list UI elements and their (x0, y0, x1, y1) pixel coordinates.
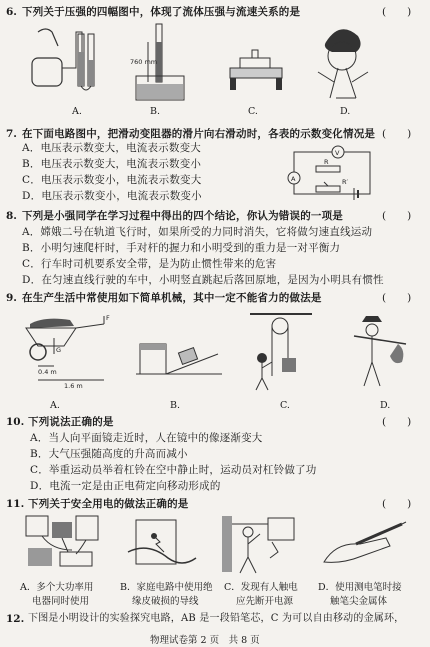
q7-circuit-diagram (280, 142, 390, 202)
q12-stem: 下图是小明设计的实验探究电路，AB 是一段铅笔芯，C 为可以自由移动的金属环， (28, 613, 405, 624)
q9-fig-a-distance-2: 1.6 m (64, 382, 83, 390)
q8-option-a: A．嫦娥二号在轨道飞行时，如果所受的力同时消失，它将做匀速直线运动 (22, 226, 373, 238)
q9-label-d: D. (380, 400, 391, 411)
q8-number: 8. (6, 210, 17, 222)
q7-rheostat-label: R′ (342, 178, 348, 186)
q10-option-a: A．当人向平面镜走近时，人在镜中的像逐渐变大 (30, 432, 263, 444)
q11-caption-d-line1: D．使用测电笔时接 (318, 582, 402, 593)
q9-fig-a-distance-1: 0.4 m (38, 368, 57, 376)
q6-label-a: A. (72, 106, 82, 117)
q8-answer-paren: ( ) (382, 210, 412, 222)
q9-figure-a-wheelbarrow (20, 314, 116, 392)
q6-figure-a (28, 22, 108, 102)
q6-figure-b (128, 22, 188, 104)
q7-resistor-label: R (324, 158, 329, 166)
page-footer: 物理试卷第 2 页 共 8 页 (150, 635, 260, 646)
q11-figure-b-damaged-wire (118, 512, 198, 578)
q9-fig-a-force-label: F (106, 314, 110, 322)
q7-option-a: A．电压表示数变大，电流表示数变大 (22, 142, 201, 154)
q8-stem: 下列是小强同学在学习过程中得出的四个结论，你认为错误的一项是 (22, 210, 343, 222)
q11-caption-a-line2: 电器同时使用 (32, 596, 90, 607)
q6-label-c: C. (248, 106, 258, 117)
q7-answer-paren: ( ) (382, 128, 412, 140)
q8-option-c: C．行车时司机要系安全带，是为防止惯性带来的危害 (22, 258, 277, 270)
q8-option-b: B．小明匀速爬杆时，手对杆的握力和小明受到的重力是一对平衡力 (22, 242, 341, 254)
q11-figure-a-appliances (22, 512, 104, 578)
q9-figure-b-ramp (136, 316, 222, 386)
q11-figure-c-electric-shock (218, 512, 298, 578)
q12-number: 12. (6, 613, 25, 625)
q9-number: 9. (6, 292, 17, 304)
q11-caption-c-line1: C．发现有人触电 (224, 582, 298, 593)
q10-option-c: C．举重运动员举着杠铃在空中静止时，运动员对杠铃做了功 (30, 464, 317, 476)
q11-caption-c-line2: 应先断开电源 (236, 596, 294, 607)
q10-option-b: B．大气压强随高度的升高而减小 (30, 448, 188, 460)
q11-number: 11. (6, 498, 25, 510)
q9-stem: 在生产生活中常使用如下简单机械，其中一定不能省力的做法是 (22, 292, 322, 304)
q9-answer-paren: ( ) (382, 292, 412, 304)
q7-option-c: C．电压表示数变小，电流表示数变大 (22, 174, 202, 186)
q9-label-c: C. (280, 400, 290, 411)
q6-figure-d (312, 22, 374, 104)
q11-stem: 下列关于安全用电的做法正确的是 (28, 498, 189, 510)
q7-number: 7. (6, 128, 17, 140)
q11-caption-b-line1: B．家庭电路中使用绝 (120, 582, 213, 593)
q6-number: 6. (6, 6, 17, 18)
q11-caption-d-line2: 触笔尖金属体 (330, 596, 388, 607)
q10-stem: 下列说法正确的是 (28, 416, 114, 428)
q11-answer-paren: ( ) (382, 498, 412, 510)
q9-label-b: B. (170, 400, 181, 411)
q9-figure-d-carrying-pole (346, 312, 410, 394)
q7-voltmeter-symbol: V (335, 149, 340, 157)
q7-stem: 在下面电路图中，把滑动变阻器的滑片向右滑动时，各表的示数变化情况是 (22, 128, 376, 140)
q11-caption-a-line1: A．多个大功率用 (20, 582, 94, 593)
q9-label-a: A. (50, 400, 60, 411)
q6-fig-b-760mm: 760 mm (130, 58, 158, 66)
q6-figure-c (226, 44, 286, 94)
q11-figure-d-test-pen (320, 512, 408, 578)
q7-option-d: D．电压表示数变小，电流表示数变小 (22, 190, 202, 202)
q10-number: 10. (6, 416, 25, 428)
q6-label-b: B. (150, 106, 161, 117)
q11-caption-b-line2: 缘皮破损的导线 (132, 596, 199, 607)
q7-option-b: B．电压表示数变大，电流表示数变小 (22, 158, 202, 170)
q8-option-d: D．在匀速直线行驶的车中，小明竖直跳起后落回原地，是因为小明具有惯性 (22, 274, 384, 286)
q9-figure-c-pulley (246, 312, 316, 392)
q10-option-d: D．电流一定是由正电荷定向移动形成的 (30, 480, 221, 492)
q6-answer-paren: ( ) (382, 6, 412, 18)
q6-label-d: D. (340, 106, 351, 117)
q10-answer-paren: ( ) (382, 416, 412, 428)
q9-fig-a-gravity-label: G (56, 346, 62, 354)
q7-ammeter-symbol: A (291, 175, 296, 183)
q6-stem: 下列关于压强的四幅图中，体现了流体压强与流速关系的是 (22, 6, 301, 18)
